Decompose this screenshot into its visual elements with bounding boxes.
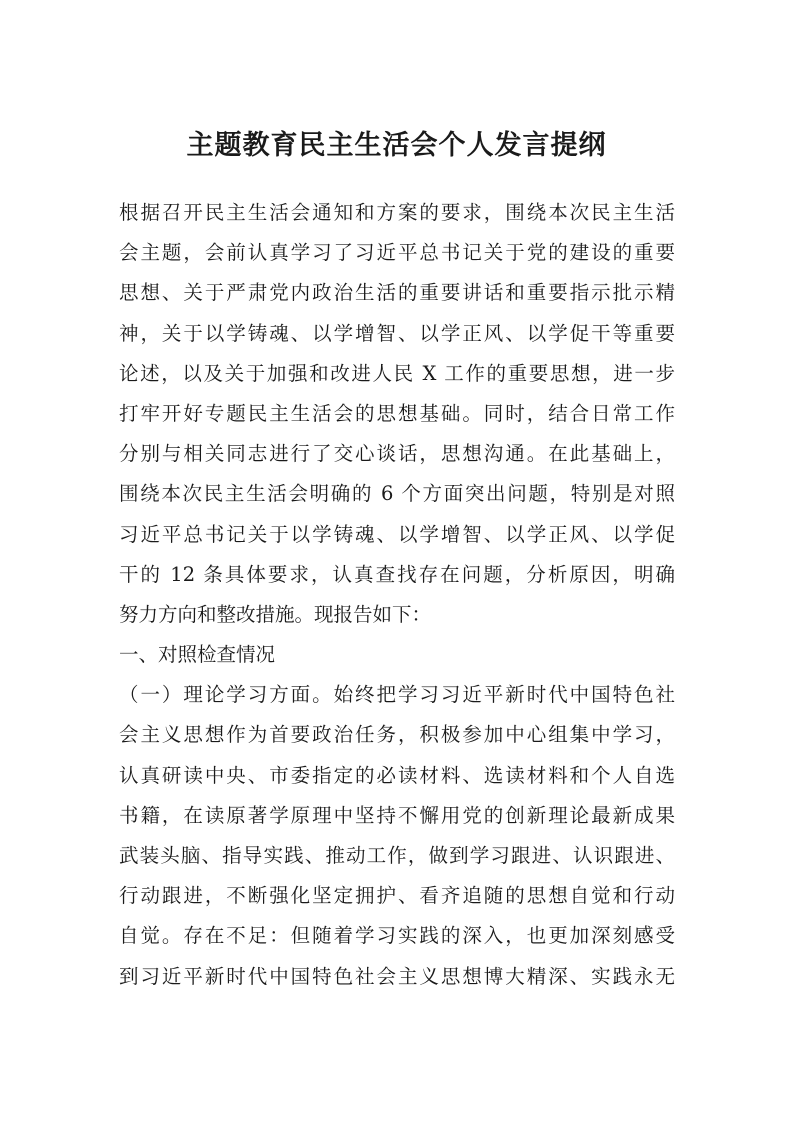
- body-line: 到习近平新时代中国特色社会主义思想博大精深、实践永无: [119, 964, 675, 988]
- body-line: 围绕本次民主生活会明确的 6 个方面突出问题，特别是对照: [119, 482, 675, 506]
- body-line: 分别与相关同志进行了交心谈话，思想沟通。在此基础上，: [119, 442, 675, 466]
- body-line: 根据召开民主生活会通知和方案的要求，围绕本次民主生活: [119, 201, 675, 224]
- document-body: [119, 193, 675, 997]
- document-title: 主题教育民主生活会个人发言提纲: [186, 130, 607, 161]
- body-line: 习近平总书记关于以学铸魂、以学增智、以学正风、以学促: [119, 522, 675, 546]
- section-heading: 一、对照检查情况: [119, 643, 276, 667]
- body-line: 行动跟进，不断强化坚定拥护、看齐追随的思想自觉和行动: [119, 884, 675, 908]
- body-line: 书籍，在读原著学原理中坚持不懈用党的创新理论最新成果: [119, 803, 675, 827]
- body-line: 论述，以及关于加强和改进人民 X 工作的重要思想，进一步: [119, 361, 675, 385]
- body-line: 努力方向和整改措施。现报告如下：: [119, 602, 432, 626]
- body-line: 武装头脑、指导实践、推动工作，做到学习跟进、认识跟进、: [119, 844, 675, 867]
- body-line: 会主义思想作为首要政治任务，积极参加中心组集中学习，: [119, 723, 675, 747]
- body-line: 思想、关于严肃党内政治生活的重要讲话和重要指示批示精: [119, 281, 675, 305]
- body-line: 会主题，会前认真学习了习近平总书记关于党的建设的重要: [119, 241, 675, 265]
- body-line: 自觉。存在不足：但随着学习实践的深入，也更加深刻感受: [119, 924, 675, 948]
- body-line: 打牢开好专题民主生活会的思想基础。同时，结合日常工作: [119, 401, 675, 425]
- body-line: （一）理论学习方面。始终把学习习近平新时代中国特色社: [119, 683, 675, 707]
- body-line: 认真研读中央、市委指定的必读材料、选读材料和个人自选: [119, 763, 675, 787]
- body-line: 神，关于以学铸魂、以学增智、以学正风、以学促干等重要: [119, 321, 675, 345]
- body-line: 干的 12 条具体要求，认真查找存在问题，分析原因，明确: [119, 562, 675, 586]
